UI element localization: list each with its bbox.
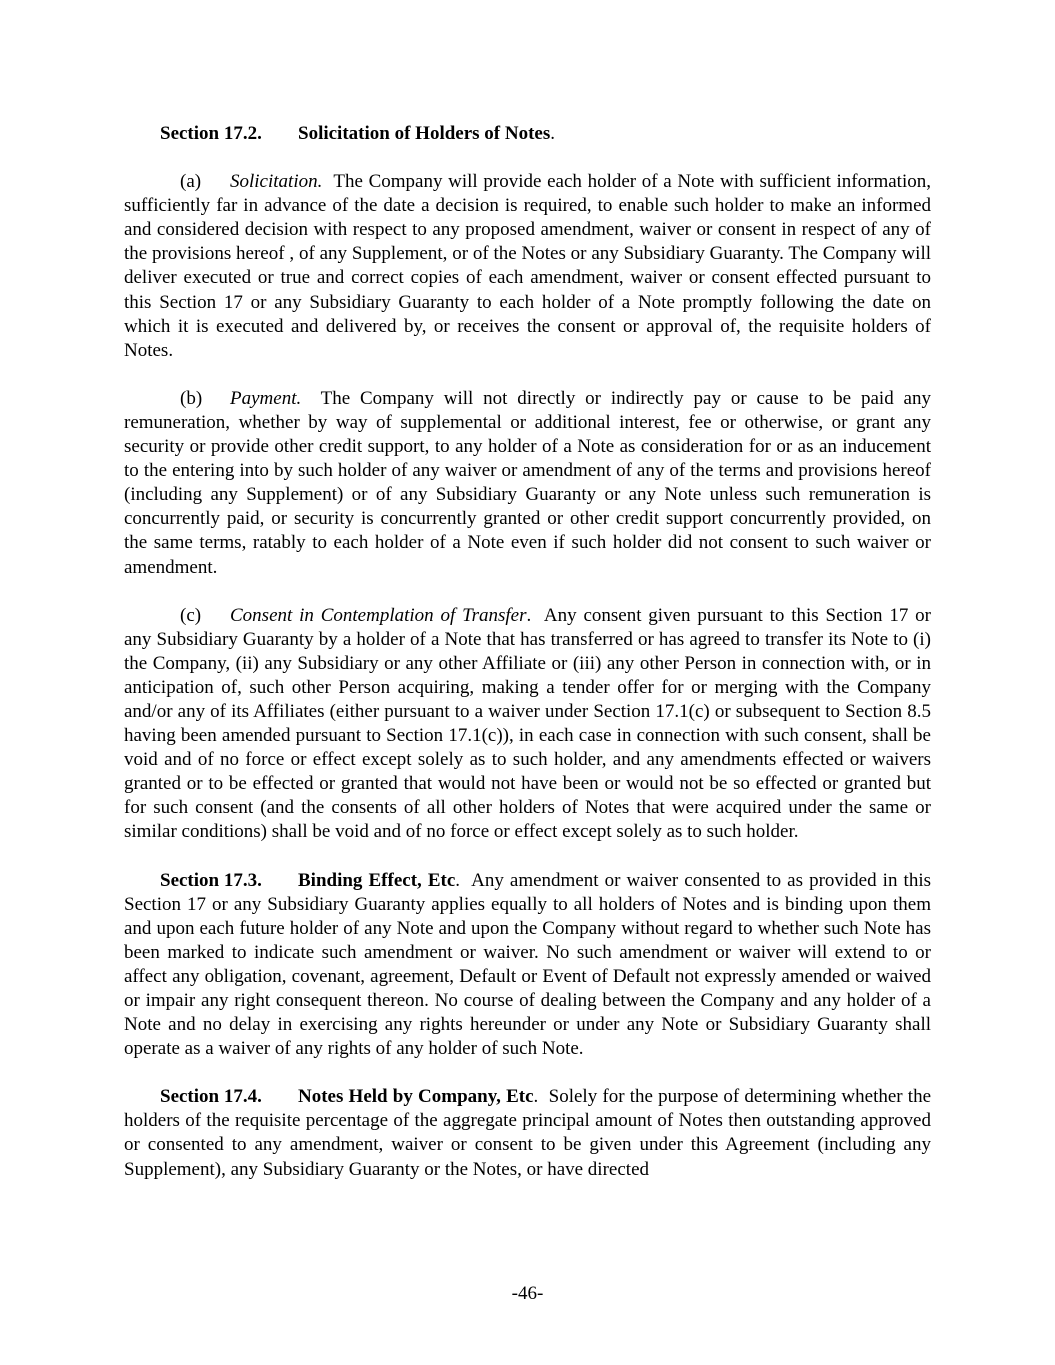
section-body: Solely for the purpose of determining whether the holders of the requisite percentage of the aggregate principal amount of Notes then outstanding approved or consented to any amendment, waiver or consent to be given under this Agreement (including any Supplement), any Subsidiary Guaranty or the Notes, or have directed (124, 1086, 931, 1180)
item-title: Consent in Contemplation of Transfer (230, 604, 527, 626)
item-label: (b) (180, 387, 203, 409)
section-title: Solicitation of Holders of Notes (298, 123, 551, 144)
section-title: Binding Effect, Etc (298, 869, 456, 891)
item-title: Solicitation. (230, 171, 323, 193)
item-body: Any consent given pursuant to this Section 17 or any Subsidiary Guaranty by a holder of a Note that has transferred or has agreed to transfer its Note to (i) the Company, (ii) any Subsidiary or any other Affiliate or (iii) any other Person in connection with, or in anticipation of, such other Person acquiring, making a tender offer for or merging with the Company and/or any of its Affiliates (either pursuant to a waiver under Section 17.1(c) or subsequent to Section 8.5 having been amended pursuant to Section 17.1(c)), in each case in connection with such consent, shall be void and of no force or effect except solely as to such holder, and any amendments effected or waivers granted or to be effected or granted that would not have been or would not be so effected or granted but for such consent (and the consents of all other holders of Notes that were acquired under the same or similar conditions) shall be void and of no force or effect except solely as to such holder. (124, 604, 931, 843)
section-title-punct: . (455, 869, 461, 891)
paragraph-a (124, 170, 931, 363)
section-title-punct: . (533, 1086, 539, 1108)
item-label: (a) (180, 171, 202, 193)
item-title-punct: . (526, 604, 532, 626)
section-number: Section 17.2. (160, 123, 262, 144)
item-body: The Company will not directly or indirectly pay or cause to be paid any remuneration, whether by way of supplemental or additional interest, fee or otherwise, or grant any security or provide other credit support, to any holder of a Note as consideration for or as an inducement to the entering into by such holder of any waiver or amendment of any of the terms and provisions hereof (including any Supplement) or of any Subsidiary Guaranty or any Note unless such remuneration is concurrently paid, or security is concurrently granted or other credit support concurrently provided, on the same terms, ratably to each holder of a Note even if such holder did not consent to such waiver or amendment. (124, 387, 931, 578)
section-17-4 (124, 1085, 931, 1181)
section-17-2-heading (124, 122, 931, 146)
document-page (124, 122, 931, 1206)
paragraph-c (124, 604, 931, 845)
page-number: -46- (511, 1283, 544, 1304)
section-17-3 (124, 869, 931, 1062)
item-body: The Company will provide each holder of a Note with sufficient information, sufficiently far in advance of the date a decision is required, to enable such holder to make an informed and considered decision with respect to any proposed amendment, waiver or consent in respect of any of the provisions hereof , of any Supplement, or of the Notes or any Subsidiary Guaranty. The Company will deliver executed or true and correct copies of each amendment, waiver or consent effected pursuant to this Section 17 or any Subsidiary Guaranty to each holder of a Note promptly following the date on which it is executed and delivered by, or receives the consent or approval of, the requisite holders of Notes. (124, 171, 931, 361)
item-title: Payment. (230, 387, 302, 409)
section-title: Notes Held by Company, Etc (298, 1086, 534, 1108)
paragraph-b (124, 387, 931, 580)
section-number: Section 17.3. (160, 869, 262, 891)
item-label: (c) (180, 604, 202, 626)
section-body: Any amendment or waiver consented to as provided in this Section 17 or any Subsidiary Guaranty applies equally to all holders of Notes and is binding upon them and upon each future holder of any Note and upon the Company without regard to whether such Note has been marked to indicate such amendment or waiver. No such amendment or waiver will extend to or affect any obligation, covenant, agreement, Default or Event of Default not expressly amended or waived or impair any right consequent thereon. No course of dealing between the Company and any holder of a Note and no delay in exercising any rights hereunder or under any Note or Subsidiary Guaranty shall operate as a waiver of any rights of any holder of such Note. (124, 869, 931, 1060)
section-title-punct: . (550, 123, 556, 144)
section-number: Section 17.4. (160, 1086, 262, 1108)
